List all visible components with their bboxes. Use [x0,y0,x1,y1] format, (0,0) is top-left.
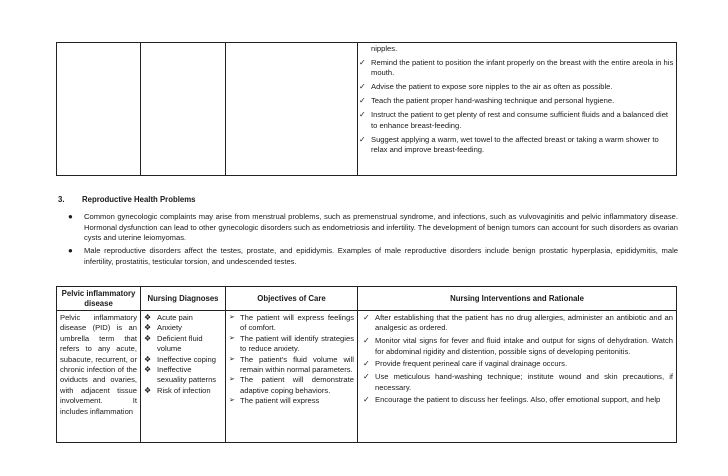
interventions-list [361,313,673,406]
empty-cell-2 [141,43,226,176]
list-item: ✓ Teach the patient proper hand-washing technique and personal hygiene. [359,96,615,106]
list-item: ❖ Deficient fluid volume [144,333,203,354]
continued-text: nipples. [371,44,398,53]
interventions-cell [358,311,677,443]
empty-cell-3 [226,43,358,176]
list-item: ❖ Ineffective coping [144,354,216,364]
diamond-bullet-icon: ❖ [144,323,152,333]
list-item: ✓ After establishing that the patient has no drug allergies, administer an antibiotic and an analgesic as ordered. [363,313,673,333]
objectives-list [229,313,354,407]
list-item: ✓ Remind the patient to position the infant properly on the breast with the entire areola in his mouth. [359,58,674,78]
header-interventions: Nursing Interventions and Rationale [358,287,677,311]
checkmark-icon: ✓ [359,96,366,106]
checkmark-icon: ✓ [359,82,366,92]
list-item: ✓ Use meticulous hand-washing technique; institute wound and skin precautions, if necessary. [363,372,673,392]
list-item: ✓ Advise the patient to expose sore nipples to the air as often as possible. [359,82,613,92]
diamond-bullet-icon: ❖ [144,365,152,375]
bullet-icon: ● [68,246,73,255]
list-item: ❖ Anxiety [144,323,182,333]
interventions-cell [358,43,677,176]
arrow-bullet-icon: ➢ [229,314,235,321]
disease-description: Pelvic inflammatory disease (PID) is an umbrella term that refers to any acute, subacute, recurrent, or chronic infection of the oviducts and ovaries, with adjacent tissue involvement. It includes inflammation [57,311,141,443]
list-item: ➢ The patient will identify strategies to reduce anxiety. [229,333,354,354]
empty-cell-1 [57,43,141,176]
arrow-bullet-icon: ➢ [229,376,235,384]
list-item: ✓ Encourage the patient to discuss her feelings. Also, offer emotional support, and help [363,395,661,405]
diamond-bullet-icon: ❖ [144,313,152,322]
diamond-bullet-icon: ❖ [144,333,152,343]
section-number: 3. [58,195,65,204]
continued-care-table [56,42,677,176]
list-item: ❖ Acute pain [144,313,193,322]
intervention-list [358,58,676,156]
checkmark-icon: ✓ [363,395,370,405]
checkmark-icon: ✓ [363,359,370,369]
arrow-bullet-icon: ➢ [229,334,235,342]
list-item: ✓ Provide frequent perineal care if vaginal drainage occurs. [363,359,568,369]
arrow-bullet-icon: ➢ [229,355,235,363]
list-item: ➢ The patient will express feelings of comfort. [229,313,354,333]
list-item: ✓ Suggest applying a warm, wet towel to the affected breast or taking a warm shower to relax and improve breast-feeding. [359,134,659,155]
list-item: ✓ Instruct the patient to get plenty of rest and consume sufficient fluids and a balanced diet to enhance breast-feeding. [359,110,669,130]
list-item: ❖ Risk of infection [144,385,211,395]
checkmark-icon: ✓ [363,372,370,382]
checkmark-icon: ✓ [363,313,370,322]
diagnoses-list [144,313,222,396]
arrow-bullet-icon: ➢ [229,397,235,405]
section-bullet: ● Male reproductive disorders affect the testes, prostate, and epididymis. Examples of male reproductive disorders include benign prostatic hyperplasia, epididymitis, male infertility, prostatitis, testicular torsion, and undescended testes. [68,246,678,266]
list-item: ❖ Ineffective sexuality patterns [144,365,217,385]
checkmark-icon: ✓ [359,58,366,67]
diamond-bullet-icon: ❖ [144,354,152,364]
diagnoses-cell [141,311,226,443]
checkmark-icon: ✓ [363,336,370,346]
list-item: ➢ The patient's fluid volume will remain within normal parameters. [229,354,354,375]
section-heading [58,195,196,204]
section-bullet: ● Common gynecologic complaints may arise from menstrual problems, such as premenstrual syndrome, and infections, such as vulvovaginitis and pelvic inflammatory disease. Hormonal dysfunction can lead to other gynecologic disorders such as endometriosis and infertility. The development of benign tumors can account for such disorders as ovarian cysts and uterine leiomyomas. [68,212,678,242]
list-item: ✓ Monitor vital signs for fever and fluid intake and output for signs of dehydration. Watch for abdominal rigidity and distention, possible signs of developing peritonitis. [363,336,673,356]
checkmark-icon: ✓ [359,134,366,144]
diamond-bullet-icon: ❖ [144,385,152,395]
objectives-cell [226,311,358,443]
header-diagnoses: Nursing Diagnoses [141,287,226,311]
pid-care-table [56,286,677,443]
header-disease: Pelvic inflammatory disease [57,287,141,311]
list-item: ➢ The patient will demonstrate adaptive coping behaviors. [229,375,354,395]
bullet-icon: ● [68,212,73,221]
section-title: Reproductive Health Problems [82,195,196,204]
list-item: ➢ The patient will express [229,396,320,406]
checkmark-icon: ✓ [359,110,366,120]
header-objectives: Objectives of Care [226,287,358,311]
